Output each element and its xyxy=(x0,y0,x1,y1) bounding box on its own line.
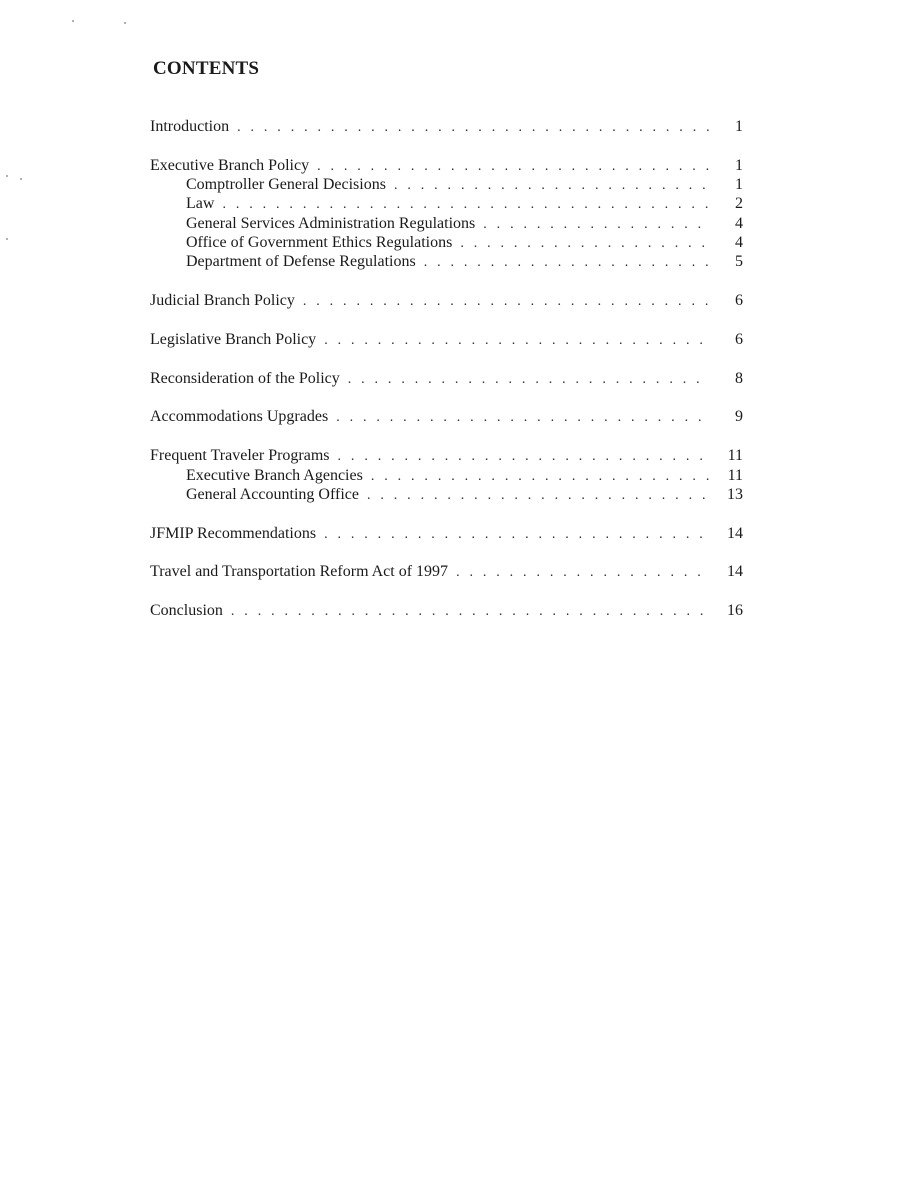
toc-group-travel-reform-act xyxy=(150,562,743,581)
dot-leader xyxy=(237,118,709,137)
toc-subentry-gsa-regulations[interactable] xyxy=(150,214,743,233)
toc-group-judicial-branch xyxy=(150,291,743,310)
toc-entry-label: Judicial Branch Policy xyxy=(150,292,295,310)
toc-entry-reconsideration-of-the-policy[interactable] xyxy=(150,369,743,388)
toc-entry-label: Executive Branch Policy xyxy=(150,156,310,174)
dot-leader xyxy=(460,234,709,253)
toc-entry-label: Travel and Transportation Reform Act of 1997 xyxy=(150,563,449,581)
toc-entry-label: Reconsideration of the Policy xyxy=(150,369,340,387)
toc-entry-executive-branch-policy[interactable] xyxy=(150,156,743,175)
toc-entry-label: Conclusion xyxy=(150,602,223,620)
toc-entry-page: 1 xyxy=(735,118,743,135)
contents-heading: CONTENTS xyxy=(153,58,260,79)
dot-leader xyxy=(324,525,709,544)
dot-leader xyxy=(424,253,709,272)
toc-entry-page: 6 xyxy=(735,330,743,348)
toc-subentry-comptroller-general-decisions[interactable] xyxy=(150,175,743,194)
dot-leader xyxy=(231,602,709,621)
table-of-contents xyxy=(150,117,743,640)
toc-group-reconsideration xyxy=(150,369,743,388)
toc-entry-label: Department of Defense Regulations xyxy=(186,253,416,271)
toc-entry-page: 5 xyxy=(735,253,743,271)
toc-entry-label: Law xyxy=(186,195,215,213)
toc-entry-page: 4 xyxy=(735,233,743,251)
toc-subentry-oge-regulations[interactable] xyxy=(150,233,743,252)
scan-speck xyxy=(72,20,74,22)
dot-leader xyxy=(222,195,709,214)
toc-group-introduction xyxy=(150,117,743,136)
toc-entry-label: Office of Government Ethics Regulations xyxy=(186,233,453,251)
toc-entry-page: 16 xyxy=(727,602,743,620)
toc-entry-page: 1 xyxy=(735,156,743,174)
dot-leader xyxy=(317,157,709,176)
toc-entry-label: Accommodations Upgrades xyxy=(150,408,329,426)
toc-entry-page: 9 xyxy=(735,408,743,426)
toc-entry-travel-transportation-reform-act[interactable] xyxy=(150,562,743,581)
toc-entry-introduction[interactable] xyxy=(150,117,743,136)
scan-speck xyxy=(124,22,126,24)
toc-entry-label: General Services Administration Regulations xyxy=(186,214,476,232)
dot-leader xyxy=(348,370,709,389)
toc-group-conclusion xyxy=(150,601,743,620)
toc-entry-page: 14 xyxy=(727,524,743,542)
dot-leader xyxy=(336,408,709,427)
dot-leader xyxy=(483,215,709,234)
toc-entry-label: General Accounting Office xyxy=(186,485,359,503)
toc-entry-conclusion[interactable] xyxy=(150,601,743,620)
toc-group-legislative-branch xyxy=(150,330,743,349)
toc-subentry-executive-branch-agencies[interactable] xyxy=(150,466,743,485)
dot-leader xyxy=(324,331,709,350)
toc-entry-page: 14 xyxy=(727,563,743,581)
toc-group-jfmip xyxy=(150,524,743,543)
toc-group-frequent-traveler xyxy=(150,446,743,504)
toc-entry-page: 13 xyxy=(727,485,743,503)
dot-leader xyxy=(394,176,709,195)
toc-entry-judicial-branch-policy[interactable] xyxy=(150,291,743,310)
dot-leader xyxy=(456,563,709,582)
toc-entry-label: Frequent Traveler Programs xyxy=(150,447,330,465)
toc-subentry-law[interactable] xyxy=(150,194,743,213)
toc-entry-page: 2 xyxy=(735,195,743,213)
toc-entry-label: Executive Branch Agencies xyxy=(186,466,363,484)
toc-entry-label: JFMIP Recommendations xyxy=(150,524,317,542)
dot-leader xyxy=(338,447,709,466)
toc-entry-page: 11 xyxy=(727,447,743,465)
toc-subentry-general-accounting-office[interactable] xyxy=(150,485,743,504)
toc-entry-label: Comptroller General Decisions xyxy=(186,176,386,194)
scan-speck xyxy=(6,175,8,177)
toc-subentry-dod-regulations[interactable] xyxy=(150,252,743,271)
scan-speck xyxy=(6,238,8,240)
toc-entry-legislative-branch-policy[interactable] xyxy=(150,330,743,349)
toc-group-executive-branch xyxy=(150,156,743,272)
toc-entry-page: 1 xyxy=(735,176,743,194)
toc-entry-label: Legislative Branch Policy xyxy=(150,330,317,348)
toc-entry-page: 8 xyxy=(735,369,743,387)
toc-entry-accommodations-upgrades[interactable] xyxy=(150,407,743,426)
scan-speck xyxy=(20,178,22,180)
toc-group-accommodations xyxy=(150,407,743,426)
toc-entry-page: 4 xyxy=(735,214,743,232)
toc-entry-label: Introduction xyxy=(150,118,230,135)
dot-leader xyxy=(303,292,709,311)
toc-entry-frequent-traveler-programs[interactable] xyxy=(150,446,743,465)
dot-leader xyxy=(371,467,709,486)
dot-leader xyxy=(367,486,709,505)
toc-entry-page: 11 xyxy=(727,466,743,484)
toc-entry-page: 6 xyxy=(735,292,743,310)
toc-entry-jfmip-recommendations[interactable] xyxy=(150,524,743,543)
